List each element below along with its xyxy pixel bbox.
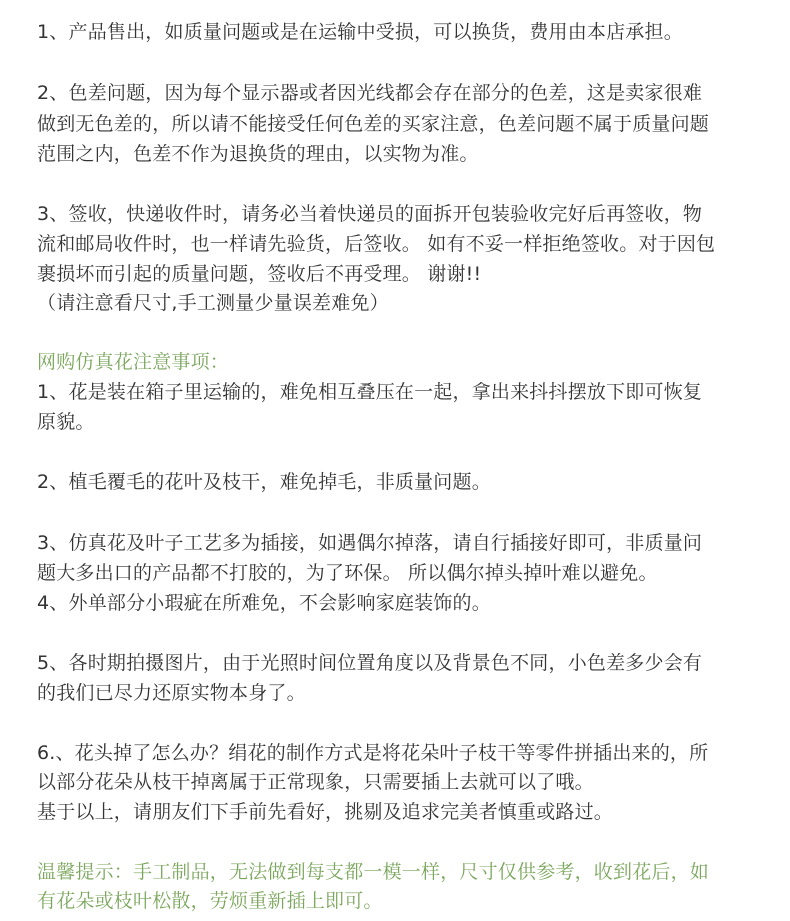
policy-item-3-line-1: 3、签收，快递收件时，请务必当着快递员的面拆开包装验收完好后再签收，物 xyxy=(37,203,703,225)
care-item-4-line-1: 4、外单部分小瑕疵在所难免，不会影响家庭装饰的。 xyxy=(37,592,491,614)
policy-item-2-line-3: 范围之内，色差不作为退换货的理由，以实物为准。 xyxy=(37,143,479,165)
care-item-6-line-1: 6.、花头掉了怎么办？绢花的制作方式是将花朵叶子枝干等零件拼插出来的，所 xyxy=(37,742,709,764)
policy-item-3-line-2: 流和邮局收件时，也一样请先验货，后签收。 如有不妥一样拒绝签收。对于因包 xyxy=(37,233,716,255)
care-item-3-line-1: 3、仿真花及叶子工艺多为插接，如遇偶尔掉落，请自行插接好即可，非质量问 xyxy=(37,532,703,554)
care-item-2-line-1: 2、植毛覆毛的花叶及枝干，难免掉毛，非质量问题。 xyxy=(37,471,491,493)
care-item-1-line-1: 1、花是装在箱子里运输的，难免相互叠压在一起，拿出来抖抖摆放下即可恢复 xyxy=(37,381,703,403)
policy-item-2-line-2: 做到无色差的，所以请不能接受任何色差的买家注意，色差问题不属于质量问题 xyxy=(37,113,710,135)
care-notes-heading: 网购仿真花注意事项： xyxy=(37,351,230,373)
closing-note: 基于以上，请朋友们下手前先看好，挑剔及追求完美者慎重或路过。 xyxy=(37,801,614,823)
care-item-3-line-2: 题大多出口的产品都不打胶的，为了环保。 所以偶尔掉头掉叶难以避免。 xyxy=(37,562,658,584)
policy-item-3-line-4: （请注意看尺寸,手工测量少量误差难免） xyxy=(37,292,389,314)
care-item-5-line-2: 的我们已尽力还原实物本身了。 xyxy=(37,682,306,704)
policy-item-1-line-1: 1、产品售出，如质量问题或是在运输中受损，可以换货，费用由本店承担。 xyxy=(37,21,683,43)
tip-line-2: 有花朵或枝叶松散，劳烦重新插上即可。 xyxy=(37,890,383,912)
care-item-5-line-1: 5、各时期拍摄图片，由于光照时间位置角度以及背景色不同，小色差多少会有 xyxy=(37,652,703,674)
policy-item-2-line-1: 2、色差问题，因为每个显示器或者因光线都会存在部分的色差，这是卖家很难 xyxy=(37,82,703,104)
care-item-1-line-2: 原貌。 xyxy=(37,411,95,433)
tip-line-1: 温馨提示：手工制品，无法做到每支都一模一样，尺寸仅供参考，收到花后，如 xyxy=(37,861,710,883)
care-item-6-line-2: 以部分花朵从枝干掉离属于正常现象，只需要插上去就可以了哦。 xyxy=(37,771,594,793)
policy-item-3-line-3: 裹损坏而引起的质量问题，签收后不再受理。 谢谢!! xyxy=(37,263,482,285)
